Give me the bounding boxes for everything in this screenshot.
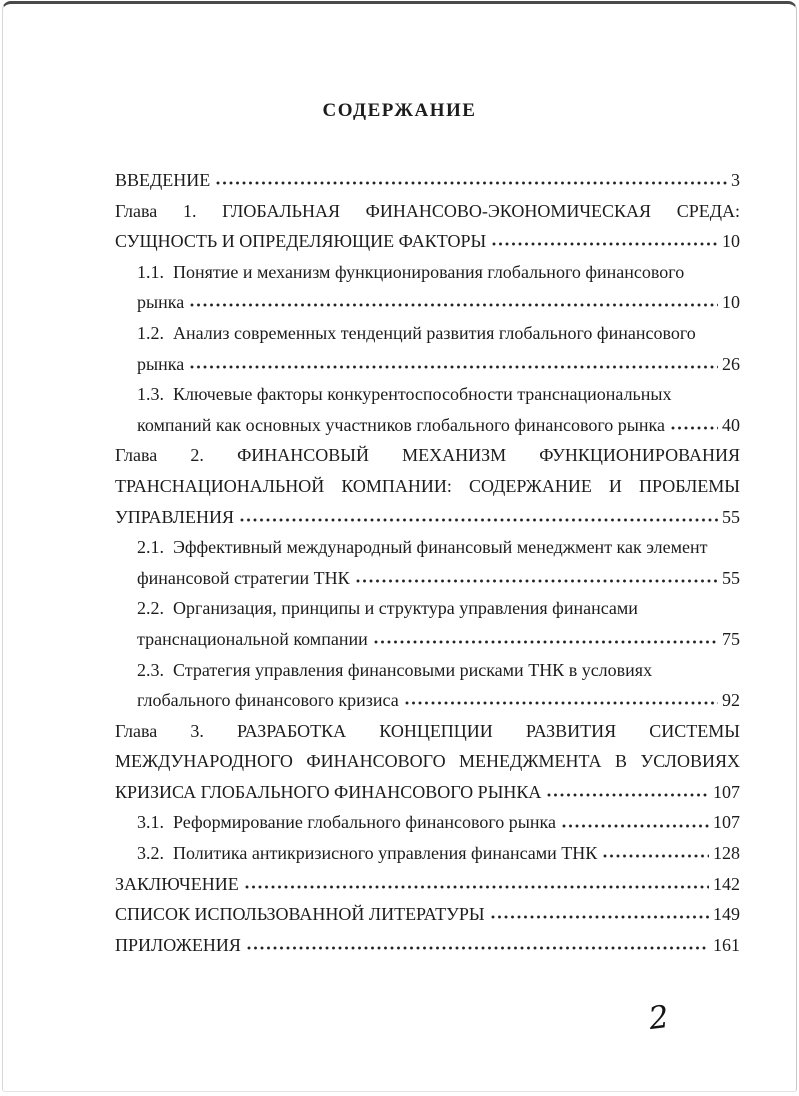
toc-entry-lastline [115,502,740,533]
toc-page-number: 107 [713,812,740,833]
toc-entry-line: ТРАНСНАЦИОНАЛЬНОЙ КОМПАНИИ: СОДЕРЖАНИЕ И ПРОБЛЕМЫ [115,475,740,496]
dot-leader [356,563,718,594]
toc-entry [115,257,740,318]
toc-entry [115,165,740,196]
toc-entry-lastline [115,777,740,808]
dot-leader [603,838,709,869]
toc-entry [115,379,740,440]
toc-entry [115,318,740,379]
toc-entry-line: 2.2. Организация, принципы и структура управления финансами [137,598,638,619]
toc-page-number: 128 [713,843,740,864]
toc-page-number: 3 [731,170,740,190]
toc-entry [115,532,740,593]
toc-entry [115,807,740,838]
dot-leader [245,869,709,900]
toc-entry-lastline [137,685,740,716]
toc-entry [115,869,740,900]
toc-page-number: 40 [722,414,740,435]
toc-entry-text: 3.1. Реформирование глобального финансового рынка [137,812,556,833]
toc-entry [115,899,740,930]
toc-entry-line: МЕЖДУНАРОДНОГО ФИНАНСОВОГО МЕНЕДЖМЕНТА В УСЛОВИЯХ [115,751,740,772]
toc-entry-text: рынка [137,353,185,374]
toc-entry-line: 2.1. Эффективный международный финансовый менеджмент как элемент [137,537,708,558]
toc-entry-text: компаний как основных участников глобального финансового рынка [137,414,665,435]
dot-leader [374,624,718,655]
toc-page-number: 161 [713,934,740,955]
toc-entry [115,838,740,869]
toc-page-number: 92 [722,690,740,711]
toc-entry-lastline [115,226,740,257]
dot-leader [671,410,718,441]
dot-leader [562,807,709,838]
toc-page-number: 10 [722,292,740,313]
dot-leader [190,349,718,380]
toc-entry-lastline [137,838,740,869]
toc-page-number: 107 [713,781,740,802]
toc-entry-lastline [137,563,740,594]
dot-leader [491,899,709,930]
toc-entry [115,716,740,808]
toc-entry-lastline [137,287,740,318]
toc-entry-lastline [137,349,740,380]
toc-entry-text: СУЩНОСТЬ И ОПРЕДЕЛЯЮЩИЕ ФАКТОРЫ [115,231,487,252]
toc-page-number: 55 [722,567,740,588]
toc-page-number: 10 [722,231,740,252]
toc-entry-line: 1.1. Понятие и механизм функционирования глобального финансового [137,261,685,282]
toc-entry-lastline [115,899,740,930]
toc-page-number: 26 [722,353,740,374]
toc-entry-line: Глава 3. РАЗРАБОТКА КОНЦЕПЦИИ РАЗВИТИЯ СИСТЕМЫ [115,720,740,741]
toc-page-number: 142 [713,873,740,894]
toc-entry [115,655,740,716]
toc-entry-line: Глава 2. ФИНАНСОВЫЙ МЕХАНИЗМ ФУНКЦИОНИРОВАНИЯ [115,445,740,466]
toc-page-number: 55 [722,506,740,527]
toc-list [115,165,740,960]
toc-entry-text: 3.2. Политика антикризисного управления финансами ТНК [137,843,598,864]
document-page [2,1,797,1092]
dot-leader [240,502,718,533]
toc-entry-text: ЗАКЛЮЧЕНИЕ [115,873,239,894]
toc-entry [115,196,740,257]
toc-entry-text: финансовой стратегии ТНК [137,567,350,588]
page-title: СОДЕРЖАНИЕ [322,100,477,121]
toc-entry-text: транснациональной компании [137,628,368,649]
toc-page-number: 149 [713,904,740,925]
dot-leader [190,287,718,318]
dot-leader [547,777,709,808]
toc-entry-text: глобального финансового кризиса [137,690,399,711]
toc-entry-lastline [137,807,740,838]
dot-leader [405,685,718,716]
toc-entry [115,930,740,961]
toc-entry-lastline [137,410,740,441]
toc-entry-lastline [115,165,740,196]
toc-entry-line: 1.3. Ключевые факторы конкурентоспособности транснациональных [137,384,672,405]
toc-entry-text: УПРАВЛЕНИЯ [115,506,234,527]
dot-leader [216,165,727,196]
toc-page-number: 75 [722,628,740,649]
toc-entry-line: 2.3. Стратегия управления финансовыми рисками ТНК в условиях [137,659,653,680]
toc-entry-lastline [137,624,740,655]
toc-entry [115,440,740,532]
toc-entry-line: Глава 1. ГЛОБАЛЬНАЯ ФИНАНСОВО-ЭКОНОМИЧЕСКАЯ СРЕДА: [115,200,740,221]
dot-leader [247,930,709,961]
toc-entry-text: СПИСОК ИСПОЛЬЗОВАННОЙ ЛИТЕРАТУРЫ [115,904,485,925]
toc-entry-lastline [115,930,740,961]
toc-entry-text: КРИЗИСА ГЛОБАЛЬНОГО ФИНАНСОВОГО РЫНКА [115,781,542,802]
toc-entry-lastline [115,869,740,900]
toc-entry-text: ПРИЛОЖЕНИЯ [115,934,241,955]
toc-entry-text: ВВЕДЕНИЕ [115,170,211,190]
handwritten-page-number: 2 [646,998,671,1038]
toc-entry-line: 1.2. Анализ современных тенденций развития глобального финансового [137,322,696,343]
toc-entry-text: рынка [137,292,185,313]
toc-entry [115,593,740,654]
dot-leader [492,226,718,257]
